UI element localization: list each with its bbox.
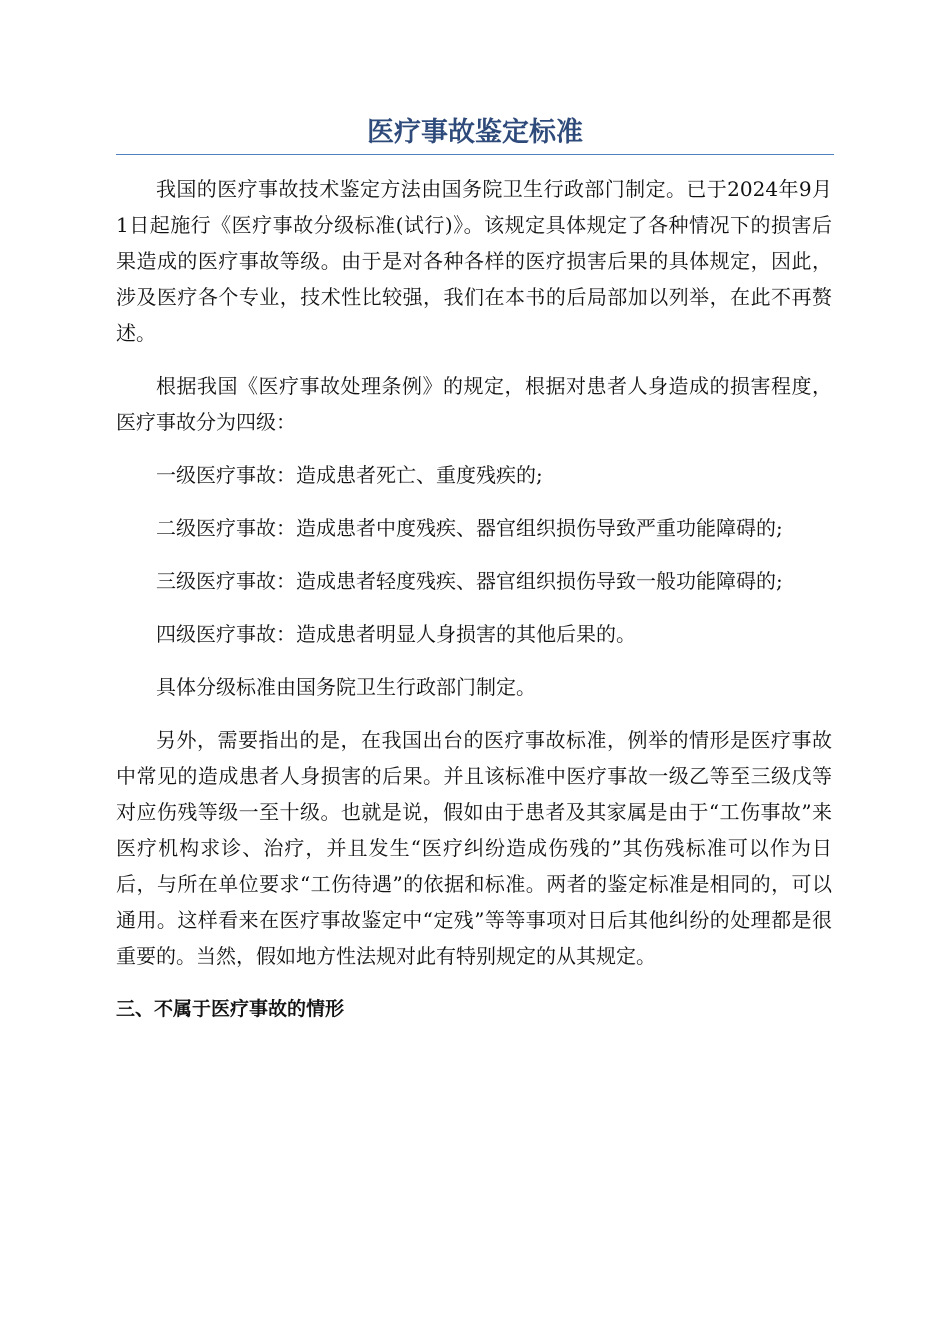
paragraph-level-3: 三级医疗事故：造成患者轻度残疾、器官组织损伤导致一般功能障碍的; bbox=[156, 569, 783, 593]
paragraph-standard-note: 具体分级标准由国务院卫生行政部门制定。 bbox=[156, 675, 536, 699]
paragraph-level-2: 二级医疗事故：造成患者中度残疾、器官组织损伤导致严重功能障碍的; bbox=[156, 516, 783, 540]
paragraph-intro: 我国的医疗事故技术鉴定方法由国务院卫生行政部门制定。已于2024年9月1日起施行《医疗事故分级标准(试行)》。该规定具体规定了各种情况下的损害后果造成的医疗事故等级。由于是对各种各样的医疗损害后果的具体规定，因此，涉及医疗各个专业，技术性比较强，我们在本书的后局部加以列举，在此不再赘述。 bbox=[116, 177, 832, 345]
paragraph-classification: 根据我国《医疗事故处理条例》的规定，根据对患者人身造成的损害程度，医疗事故分为四级： bbox=[116, 374, 832, 434]
paragraph-additional: 另外，需要指出的是，在我国出台的医疗事故标准，例举的情形是医疗事故中常见的造成患者人身损害的后果。并且该标准中医疗事故一级乙等至三级戊等对应伤残等级一至十级。也就是说，假如由于患者及其家属是由于“工伤事故”来医疗机构求诊、治疗，并且发生“医疗纠纷造成伤残的”其伤残标准可以作为日后，与所在单位要求“工伤待遇”的依据和标准。两者的鉴定标准是相同的，可以通用。这样看来在医疗事故鉴定中“定残”等等事项对日后其他纠纷的处理都是很重要的。当然，假如地方性法规对此有特别规定的从其规定。 bbox=[116, 728, 832, 968]
paragraph-level-1: 一级医疗事故：造成患者死亡、重度残疾的; bbox=[156, 463, 543, 487]
section-heading: 三、不属于医疗事故的情形 bbox=[116, 998, 345, 1020]
document-title: 医疗事故鉴定标准 bbox=[116, 112, 834, 155]
document-body bbox=[116, 171, 832, 1027]
paragraph-level-4: 四级医疗事故：造成患者明显人身损害的其他后果的。 bbox=[156, 622, 636, 646]
